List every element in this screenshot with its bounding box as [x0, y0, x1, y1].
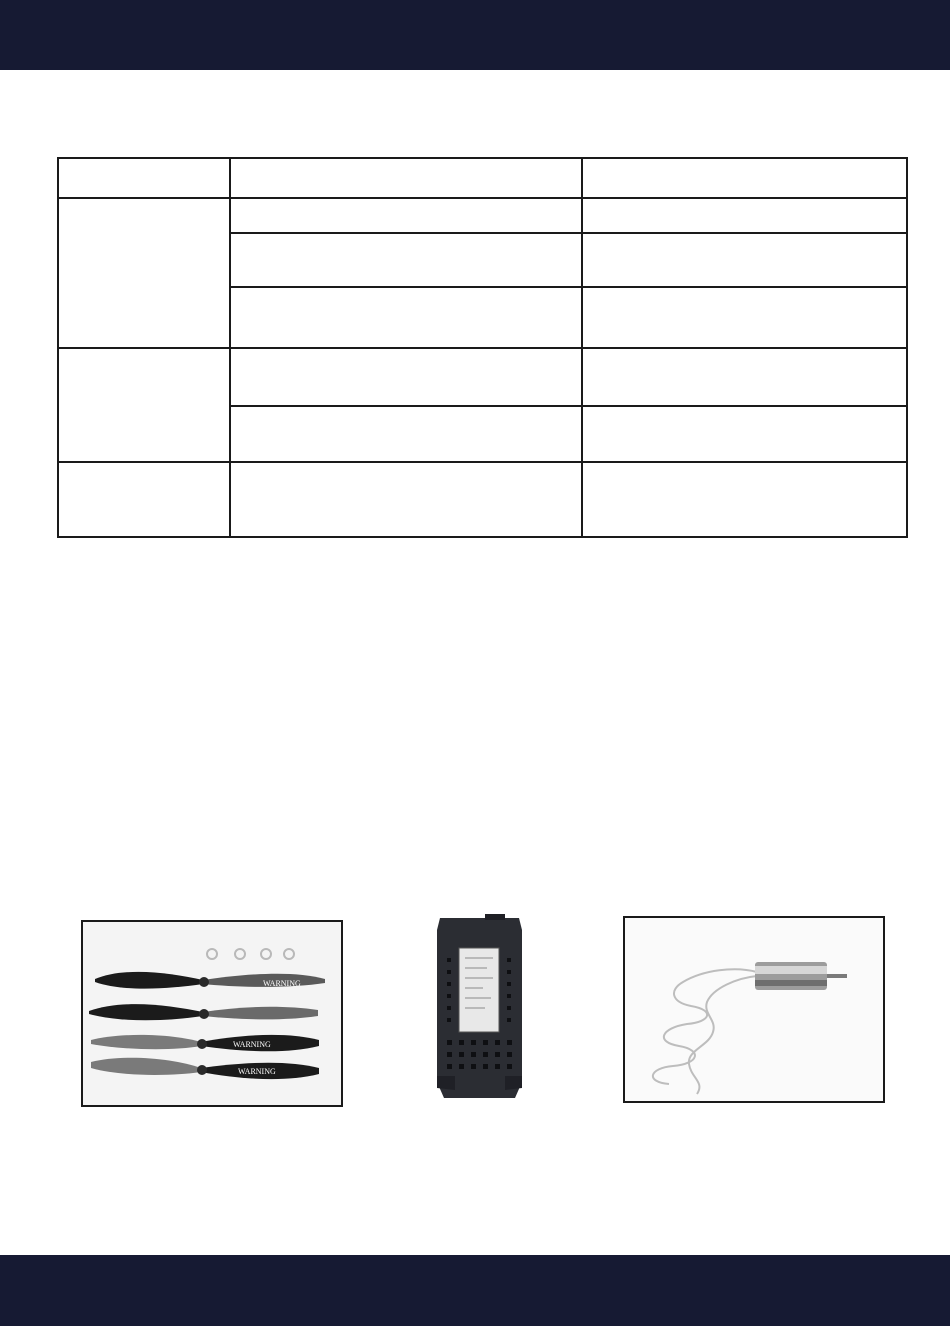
top-banner — [0, 0, 950, 70]
spec-table — [57, 157, 908, 538]
propeller-warning-label: WARNING — [263, 979, 301, 988]
battery-pack-photo — [425, 912, 535, 1100]
bottom-banner — [0, 1255, 950, 1326]
battery-pack-photo-icon — [425, 912, 535, 1100]
propeller-set-photo — [81, 920, 343, 1107]
spec-table-lines — [57, 157, 908, 538]
motor-photo — [623, 916, 885, 1103]
propeller-warning-label: WARNING — [238, 1067, 276, 1076]
propeller-set-photo-icon — [83, 922, 341, 1105]
motor-photo-icon — [625, 918, 883, 1101]
propeller-warning-label: WARNING — [233, 1040, 271, 1049]
